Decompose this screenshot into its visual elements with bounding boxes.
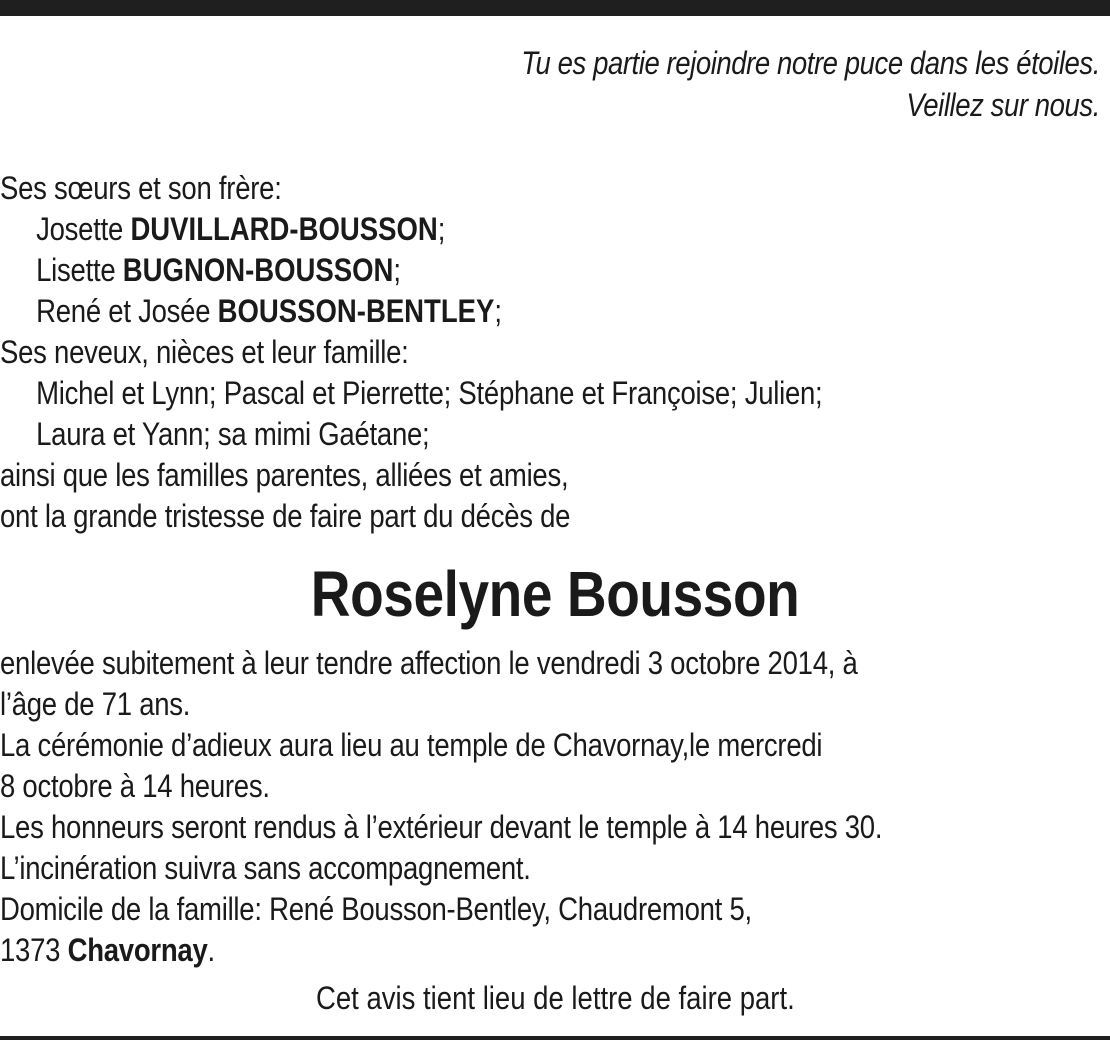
nephews-heading: Ses neveux, nièces et leur famille: [0, 334, 409, 370]
sibling-punctuation: ; [437, 211, 446, 247]
details-line-3: La cérémonie d’adieux aura lieu au temple de Chavornay,le mercredi [0, 727, 823, 763]
relatives-line: ainsi que les familles parentes, alliées et amies, [0, 457, 569, 493]
details-line-8 [0, 930, 882, 971]
epigraph [521, 42, 1100, 126]
town-punctuation: . [207, 932, 215, 968]
service-details [0, 643, 882, 971]
sibling-given-name: Lisette [36, 252, 123, 288]
details-line-1: enlevée subitement à leur tendre affection le vendredi 3 octobre 2014, à [0, 645, 858, 681]
postal-code: 1373 [0, 932, 68, 968]
epigraph-line-2: Veillez sur nous. [906, 87, 1100, 123]
details-line-2: l’âge de 71 ans. [0, 686, 191, 722]
family-list [0, 168, 822, 537]
deceased-name: Roselyne Bousson [310, 558, 800, 630]
sibling-surname: BOUSSON-BENTLEY [217, 293, 495, 329]
siblings-heading: Ses sœurs et son frère: [0, 170, 282, 206]
nephews-line-1: Michel et Lynn; Pascal et Pierrette; Stéphane et Françoise; Julien; [36, 375, 823, 411]
sibling-punctuation: ; [494, 293, 502, 329]
details-line-6: L’incinération suivra sans accompagnement. [0, 850, 531, 886]
bottom-border-rule [0, 1036, 1110, 1040]
details-line-4: 8 octobre à 14 heures. [0, 768, 270, 804]
epigraph-line-1: Tu es partie rejoindre notre puce dans les étoiles. [521, 45, 1100, 81]
announcement-line: ont la grande tristesse de faire part du décès de [0, 498, 571, 534]
details-line-5: Les honneurs seront rendus à l’extérieur devant le temple à 14 heures 30. [0, 809, 883, 845]
deceased-name-heading [0, 556, 1110, 632]
sibling-given-name: René et Josée [36, 293, 218, 329]
nephews-line-2: Laura et Yann; sa mimi Gaétane; [36, 416, 430, 452]
top-border-rule [0, 0, 1110, 16]
sibling-entry [0, 209, 822, 250]
sibling-entry [0, 250, 822, 291]
details-line-7: Domicile de la famille: René Bousson-Bentley, Chaudremont 5, [0, 891, 752, 927]
sibling-entry [0, 291, 822, 332]
sibling-surname: DUVILLARD-BOUSSON [130, 211, 438, 247]
town-name: Chavornay [67, 932, 208, 968]
closing-note [0, 978, 1110, 1019]
sibling-given-name: Josette [36, 211, 131, 247]
sibling-surname: BUGNON-BOUSSON [122, 252, 394, 288]
sibling-punctuation: ; [393, 252, 401, 288]
closing-text: Cet avis tient lieu de lettre de faire part. [315, 980, 795, 1016]
